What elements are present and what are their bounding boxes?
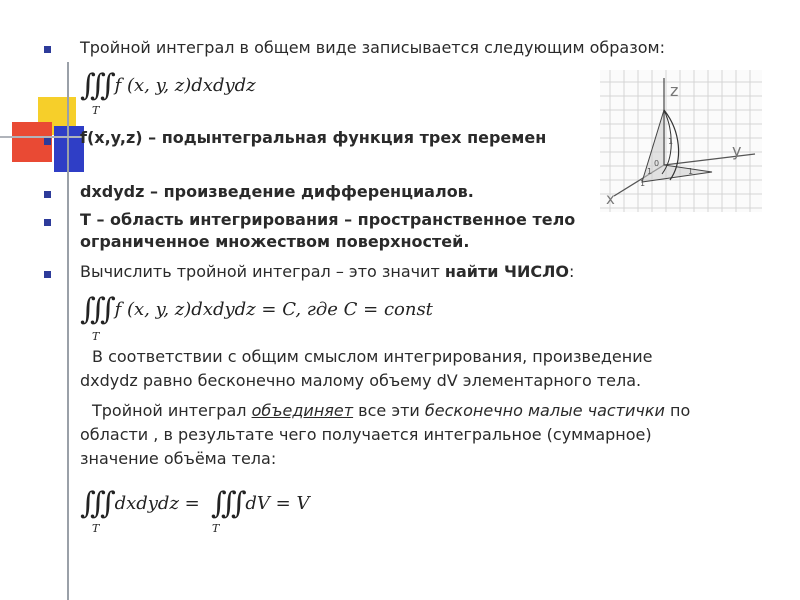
text-p2-mid: все эти	[353, 401, 425, 420]
bullet-marker	[44, 46, 51, 53]
triple-integral-symbol: ∭	[80, 292, 110, 327]
text-paragraph-2b: области , в результате чего получается интегральное (суммарное)	[80, 425, 652, 444]
axis-label-z: z	[670, 81, 679, 100]
bullet-marker	[44, 191, 51, 198]
text-paragraph-1a: В соответствии с общим смыслом интегрирования, произведение	[92, 347, 653, 366]
text-paragraph-2c: значение объёма тела:	[80, 449, 277, 468]
text-line-differentials: dxdydz – произведение дифференциалов.	[80, 182, 474, 201]
triple-integral-symbol: ∭	[80, 486, 110, 521]
formula-expression-left: dxdydz =	[114, 493, 200, 514]
text-line-integrand: f(x,y,z) – подынтегральная функция трех перемен	[80, 128, 547, 147]
text-paragraph-2a	[92, 401, 690, 421]
tick-label: 1	[688, 167, 694, 176]
text-line-compute	[80, 262, 574, 282]
formula-expression: f (x, y, z)dxdydz = C, где C = const	[114, 299, 433, 320]
formula-expression-right: dV = V	[245, 493, 310, 514]
bullet-marker	[44, 138, 51, 145]
text-line-domain-1: T – область интегрирования – пространственное тело	[80, 210, 576, 229]
formula-subscript: T	[92, 522, 100, 535]
graph-3d-tetrahedron	[600, 70, 762, 212]
tick-label: 0	[654, 159, 660, 168]
triple-integral-symbol: ∭	[210, 486, 241, 521]
tick-label: 1	[647, 167, 653, 176]
tick-label: 1	[640, 179, 646, 188]
tick-label: 1	[668, 137, 674, 146]
text-p2-italic: бесконечно малые частички	[424, 401, 665, 420]
bullet-marker	[44, 219, 51, 226]
decor-horizontal-line	[0, 136, 84, 138]
formula-triple-integral	[80, 68, 256, 117]
decor-vertical-line	[67, 62, 69, 600]
formula-subscript: T	[92, 330, 100, 343]
formula-expression: f (x, y, z)dxdydz	[114, 75, 256, 96]
formula-volume	[80, 486, 310, 535]
text-paragraph-1b: dxdydz равно бесконечно малому объему dV элементарного тела.	[80, 371, 642, 390]
formula-triple-integral-const	[80, 292, 433, 343]
text-compute-tail: :	[569, 262, 575, 281]
text-p2-emph: объединяет	[251, 401, 354, 420]
text-p2-start: Тройной интеграл	[92, 401, 252, 420]
axis-label-x: x	[606, 190, 615, 208]
text-line-intro: Тройной интеграл в общем виде записывается следующим образом:	[80, 38, 665, 57]
axis-label-y: y	[732, 141, 742, 160]
bullet-marker	[44, 271, 51, 278]
text-line-domain-2: ограниченное множеством поверхностей.	[80, 232, 470, 251]
text-compute-bold: найти ЧИСЛО	[444, 262, 569, 281]
formula-subscript: T	[212, 522, 220, 535]
text-p2-end: по	[664, 401, 691, 420]
triple-integral-symbol: ∭	[80, 68, 110, 103]
text-compute-plain: Вычислить тройной интеграл – это значит	[80, 262, 445, 281]
formula-subscript: T	[92, 104, 100, 117]
